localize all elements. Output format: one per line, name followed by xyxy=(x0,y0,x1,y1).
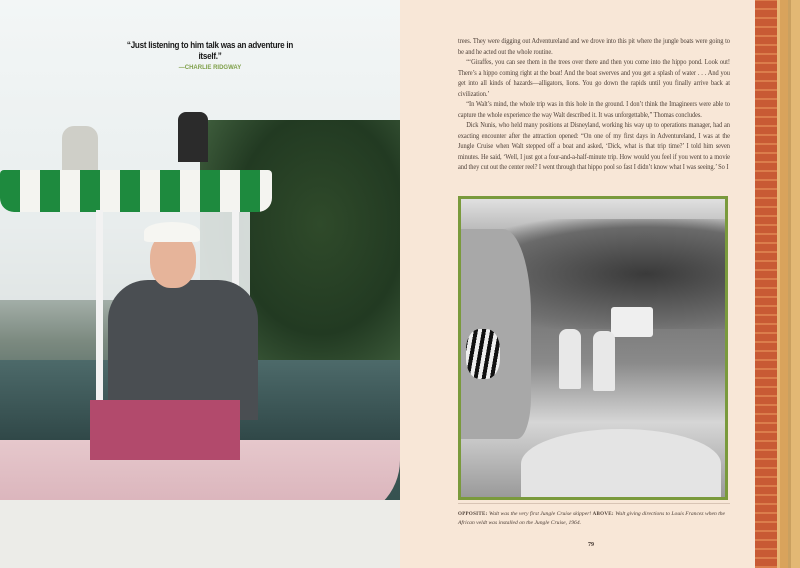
african-veldt-photo xyxy=(458,196,728,500)
photo-caption xyxy=(458,510,730,527)
caption-text-above: Walt giving directions to Louis Francez when the African veldt was installed on the Jungle Cruise, 1964. xyxy=(458,511,726,526)
boat-console xyxy=(90,400,240,460)
paragraph: Dick Nunis, who held many positions at Disneyland, working his way up to operations manager, had an exacting encounter after the attraction opened: “On one of my first days in Adventureland, I was at the Jungle Cruise when Walt stepped off a boat and asked, ‘Dick, what is that trip time?’ I told him seven minutes. He said, ‘Well, I just got a four-and-a-half-minute trip. How would you feel if you went to a movie and they cut out the center reel? I went through that hippo pool so fast I didn’t know what I was seeing.’ So I xyxy=(458,120,730,171)
quote-attribution: —CHARLIE RIDGWAY xyxy=(178,65,242,71)
skipper-cap xyxy=(144,222,200,242)
caption-text-opposite: Walt was the very first Jungle Cruise skipper! xyxy=(487,511,593,517)
paragraph: “In Walt’s mind, the whole trip was in this hole in the ground. I don’t think the Imagineers were able to capture the whole experience the way Walt described it. It was unforgettable,” Thomas concludes. xyxy=(458,99,730,119)
person-walt xyxy=(559,329,581,389)
hatch-pattern xyxy=(755,0,777,568)
boat-deck xyxy=(0,500,400,568)
boat-lamp xyxy=(62,126,98,172)
caption-label-above: ABOVE: xyxy=(592,512,614,517)
caption-label-opposite: OPPOSITE: xyxy=(458,512,488,517)
lighthouse-lamp xyxy=(178,112,208,162)
zebra-figure xyxy=(466,329,500,379)
quote-text: “Just listening to him talk was an adventure in itself.” xyxy=(126,40,294,62)
paragraph: “‘Giraffes, you can see them in the trees over there and then you come into the hippo pond. Look out! There’s a hippo coming right at the boat! And the boat swerves and you get a splash of water . . . And you get into all kinds of hazards—alligators, lions. You go down the rapids until you finally arrive back at civilization.’ xyxy=(458,57,730,98)
body-text xyxy=(458,36,730,173)
caption-divider xyxy=(458,503,730,504)
bamboo-decorative-border xyxy=(755,0,800,568)
paragraph: trees. They were digging out Adventureland and we drove into this pit where the jungle boats were going to be and he acted out the whole routine. xyxy=(458,36,730,56)
jungle-boat xyxy=(611,307,653,337)
sand-bank xyxy=(521,429,721,499)
walt-figure xyxy=(108,280,258,420)
striped-canopy xyxy=(0,170,272,212)
page-number: 79 xyxy=(588,542,594,548)
person-louis xyxy=(593,331,615,391)
pull-quote xyxy=(100,40,320,71)
